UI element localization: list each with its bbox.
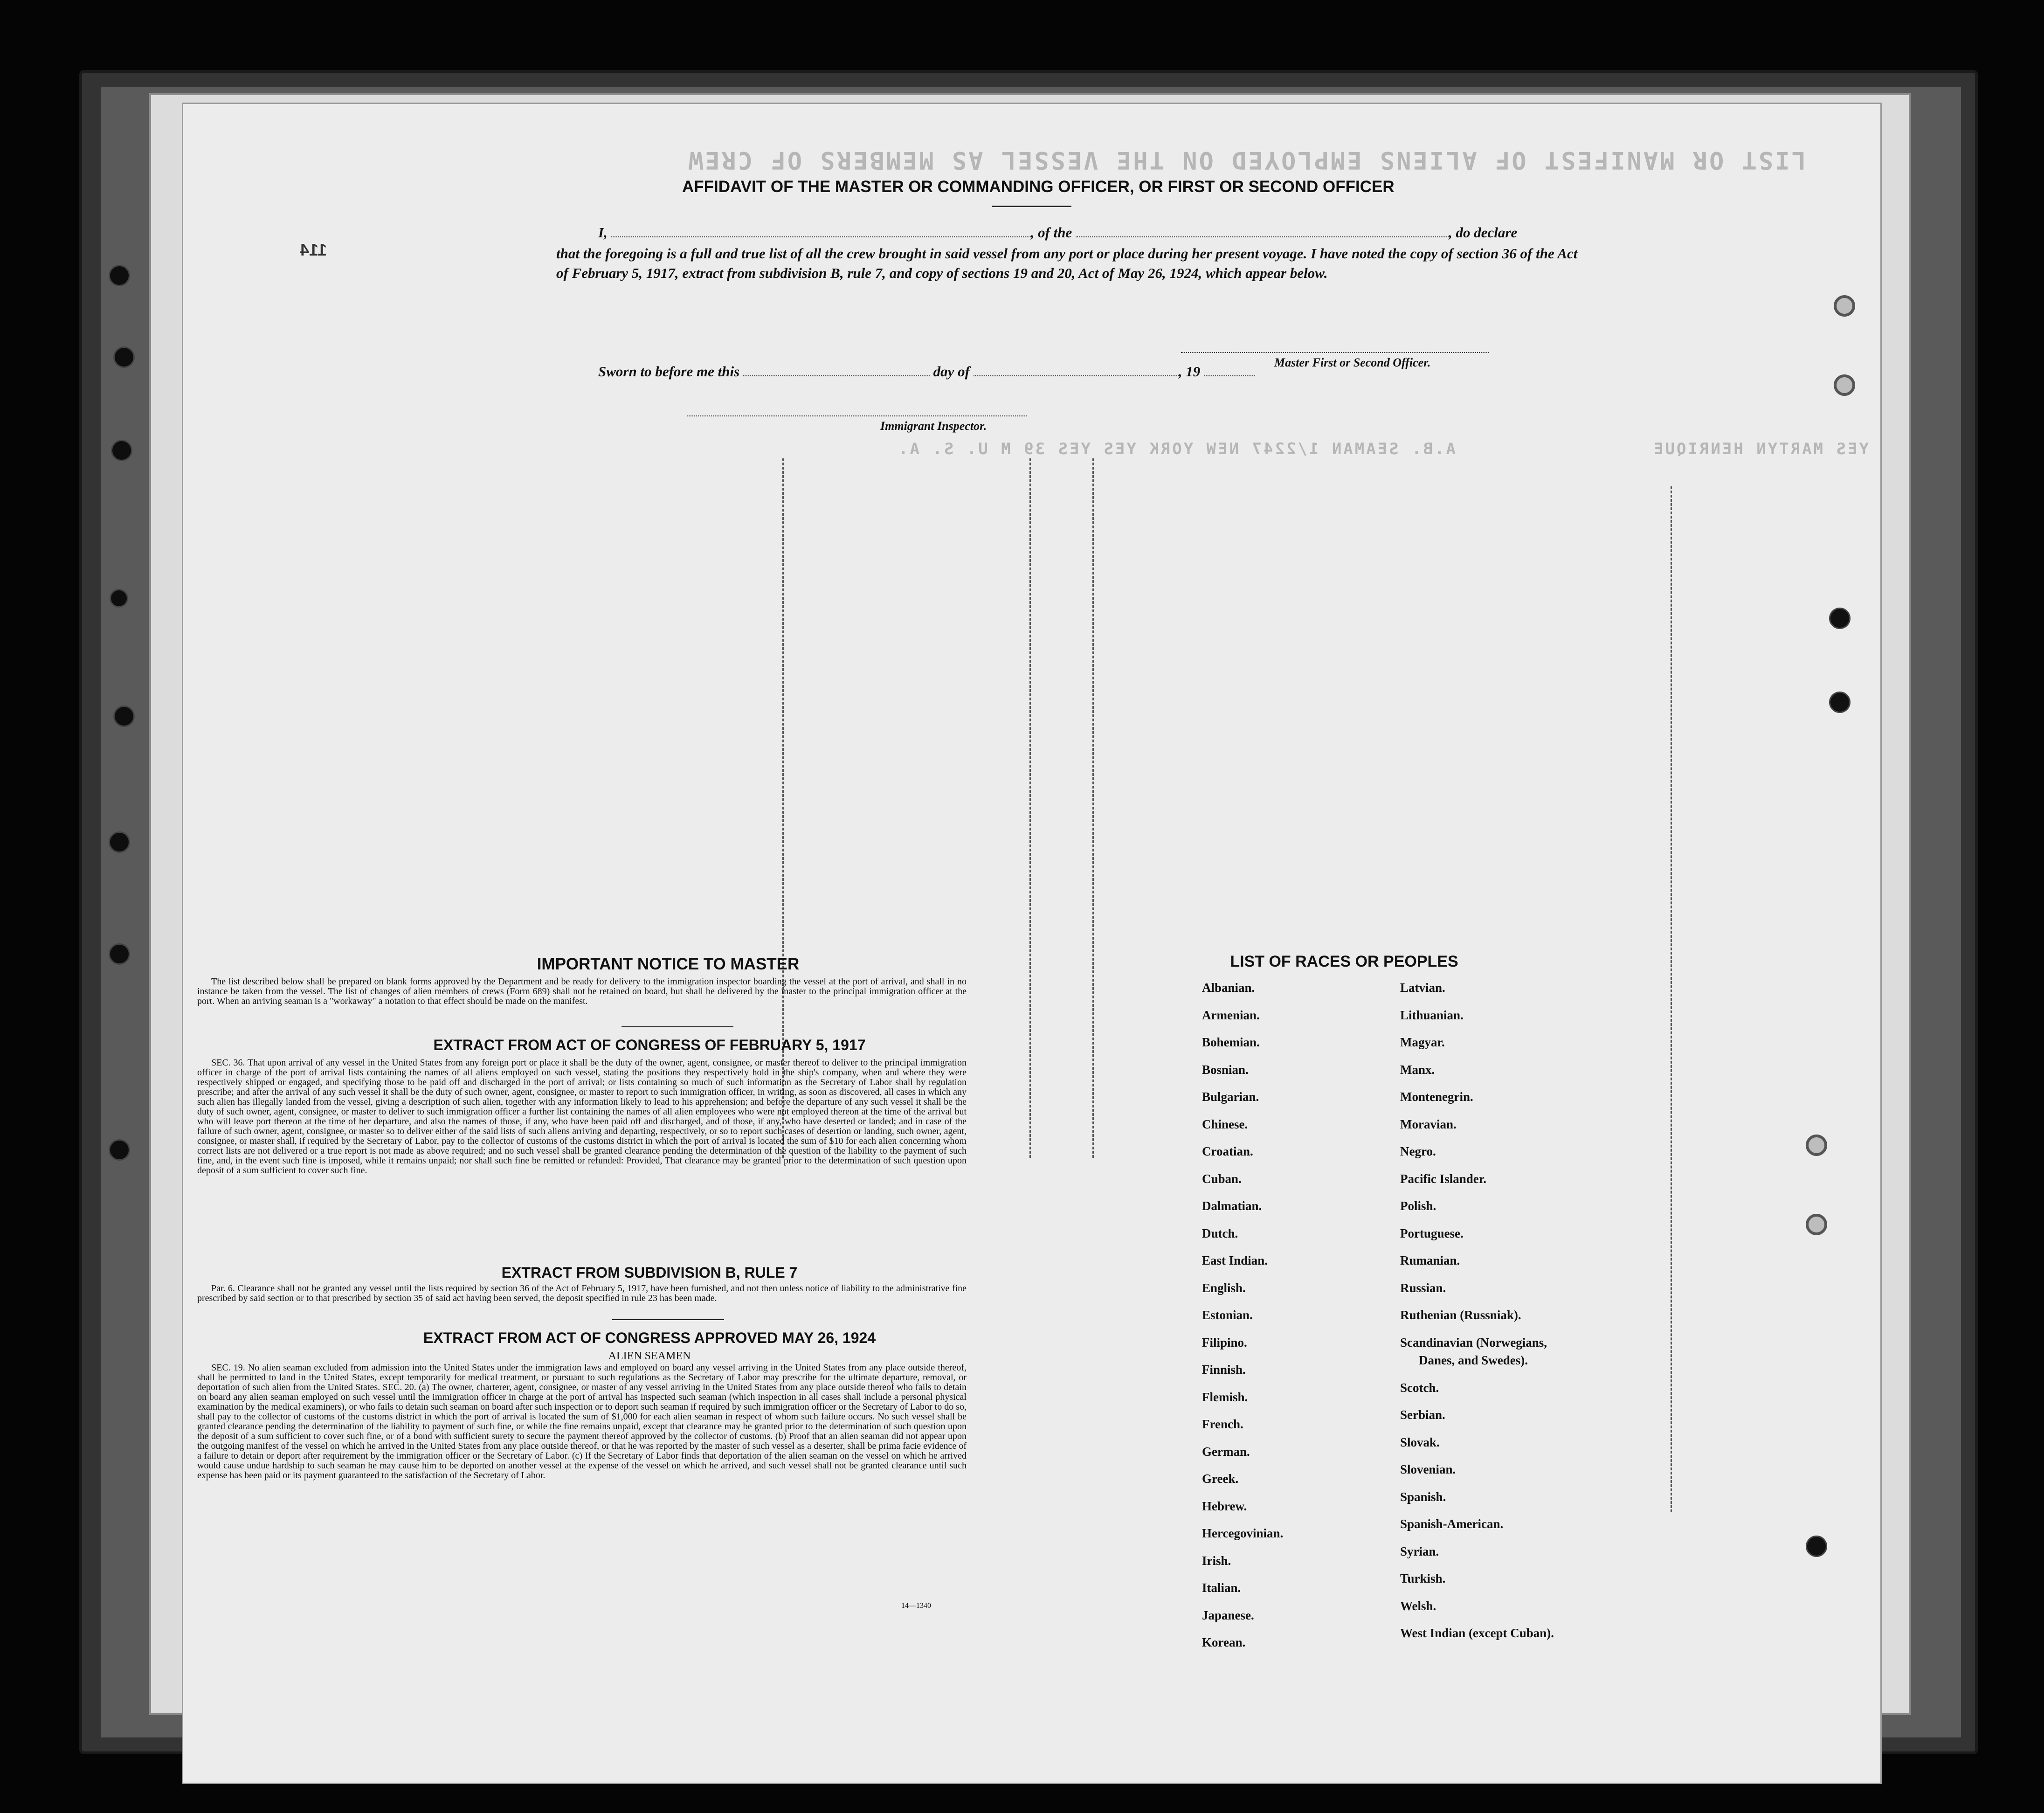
affidavit-title: AFFIDAVIT OF THE MASTER OR COMMANDING OFFICER, OR FIRST OR SECOND OFFICER — [682, 178, 1395, 196]
punch-hole — [1806, 1536, 1827, 1557]
race-item: English. — [1202, 1280, 1246, 1295]
affidavit-line-1 — [598, 224, 1517, 241]
race-item: East Indian. — [1202, 1253, 1268, 1267]
race-item: Estonian. — [1202, 1308, 1253, 1322]
race-item: Irish. — [1202, 1553, 1231, 1568]
punch-hole — [113, 706, 135, 727]
punch-hole — [109, 943, 130, 965]
extract-1924-subtitle: ALIEN SEAMEN — [608, 1350, 691, 1362]
rule7-rule — [612, 1319, 724, 1320]
column-line — [1671, 486, 1672, 1512]
bleed-through-row: A.B. SEAMAN 1/2247 NEW YORK YES YES 39 M U. S. A. — [897, 440, 1456, 458]
race-item: Magyar. — [1400, 1035, 1445, 1049]
race-item: Croatian. — [1202, 1144, 1253, 1158]
race-item: Greek. — [1202, 1472, 1239, 1486]
binder-ring — [1806, 1135, 1827, 1156]
race-item: Negro. — [1400, 1144, 1436, 1158]
punch-hole — [109, 831, 130, 853]
sworn-day-field[interactable] — [743, 375, 930, 376]
affidavit-i: I, — [598, 224, 608, 241]
race-item: Spanish. — [1400, 1489, 1446, 1504]
extract-1917-body: SEC. 36. That upon arrival of any vessel in the United States from any foreign port or place it shall be the duty of the owner, agent, consignee, or master thereof to deliver to the principal immigration officer in charge of the port of arrival lists containing the names of all aliens employed on such vessel, stating the positions they respectively hold in the ship's company, when and where they were respectively shipped or engaged, and specifying those to be paid off and discharged in the port of arrival; or lists containing so much of such information as the Secretary of Labor shall by regulation prescribe; and after the arrival of any such vessel it shall be the duty of such owner, agent, consignee, or master to report to such immigration officer, in writing, as soon as discovered, all cases in which any such alien has illegally landed from the vessel, giving a description of such alien, together with any information likely to lead to his apprehension; and before the departure of any such vessel it shall be the duty of such owner, agent, consignee, or master to deliver to such immigration officer a further list containing the names of all alien employees who were not employed thereon at the time of the arrival but who will leave port thereon at the time of her departure, and also the names of those, if any, who have been paid off and discharged, and of those, if any, who have deserted or landed; and in case of the failure of such owner, agent, consignee, or master so to deliver either of the said lists of such aliens arriving and departing, respectively, or so to report such cases of desertion or landing, such owner, agent, consignee, or master shall, if required by the Secretary of Labor, pay to the collector of customs of the customs district in which the port of arrival is located the sum of $10 for each alien concerning whom correct lists are not delivered or a true report is not made as above required; and no such vessel shall be granted clearance pending the determination of the question of the liability to the payment of such fine, and, in the event such fine is imposed, while it remains unpaid; nor shall such fine be remitted or refunded: Provided, That clearance may be granted prior to the determination of such question upon deposit of a sum sufficient to cover such fine. — [197, 1058, 967, 1176]
punch-hole — [1829, 692, 1851, 713]
form-number: 14—1340 — [901, 1602, 931, 1610]
race-item: Armenian. — [1202, 1008, 1260, 1022]
punch-hole — [1829, 608, 1851, 629]
race-item: Manx. — [1400, 1062, 1435, 1077]
punch-hole — [110, 589, 128, 608]
race-item: Dutch. — [1202, 1226, 1238, 1240]
race-item: West Indian (except Cuban). — [1400, 1626, 1554, 1640]
punch-hole — [111, 440, 132, 461]
punch-hole — [113, 346, 135, 368]
race-item: Flemish. — [1202, 1390, 1248, 1404]
race-item: Albanian. — [1202, 981, 1255, 995]
notice-title: IMPORTANT NOTICE TO MASTER — [537, 955, 800, 973]
race-item: Syrian. — [1400, 1544, 1439, 1558]
race-item: Bosnian. — [1202, 1062, 1249, 1077]
punch-hole — [109, 265, 130, 286]
race-item: Chinese. — [1202, 1117, 1248, 1131]
sworn-month-field[interactable] — [974, 375, 1179, 376]
race-item: Finnish. — [1202, 1363, 1246, 1377]
rule7-title: EXTRACT FROM SUBDIVISION B, RULE 7 — [501, 1264, 798, 1281]
race-item: Hebrew. — [1202, 1499, 1247, 1513]
binder-ring — [1834, 374, 1855, 396]
inspector-caption: Immigrant Inspector. — [880, 419, 987, 433]
rule7-body: Par. 6. Clearance shall not be granted any vessel until the lists required by section 36 of the Act of February 5, 1917, have been furnished, and not then unless notice of liability to the administrative fine prescribed by said section or to that prescribed by section 35 of said act having been served, the deposit specified in rule 23 has been made. — [197, 1283, 967, 1303]
sworn-year: , 19 — [1178, 363, 1201, 380]
race-item: Korean. — [1202, 1635, 1246, 1649]
race-item: Slovak. — [1400, 1435, 1440, 1449]
title-rule — [992, 206, 1071, 207]
race-item: Serbian. — [1400, 1408, 1445, 1422]
margin-mark: 114 — [300, 240, 327, 259]
affidavit-of-the: , of the — [1030, 224, 1072, 241]
column-line — [1029, 458, 1031, 1158]
extract-1924-body: SEC. 19. No alien seaman excluded from admission into the United States under the immigration laws and employed on board any vessel arriving in the United States from any place outside thereof, shall be permitted to land in the United States, except temporarily for medical treatment, or pursuant to such regulations as the Secretary of Labor may prescribe for the ultimate departure, removal, or deportation of such alien from the United States. SEC. 20. (a) The owner, charterer, agent, consignee, or master of any vessel arriving in the United States from any place outside thereof who fails to detain on board any alien seaman employed on such vessel until the immigration officer in charge at the port of arrival has inspected such seaman (which inspection in all cases shall include a personal physical examination by the medical examiners), or who fails to detain such seaman on board after such inspection or to deport such seaman if required by such immigration officer or the Secretary of Labor to do so, shall pay to the collector of customs of the customs district in which the port of arrival is located the sum of $1,000 for each alien seaman in respect of whom such failure occurs. No such vessel shall be granted clearance pending the determination of the liability to payment of such fine, or while the fine remains unpaid, except that clearance may be granted prior to the determination of such question upon the deposit of a sum sufficient to cover such fine, or of a bond with sufficient surety to secure the payment thereof approved by the collector of customs. (b) Proof that an alien seaman did not appear upon the outgoing manifest of the vessel on which he arrived in the United States from any place outside thereof, or that he was reported by the master of such vessel as a deserter, shall be prima facie evidence of a failure to detain or deport after requirement by the immigration officer or the Secretary of Labor. (c) If the Secretary of Labor finds that deportation of the alien seaman on the vessel on which he arrived would cause undue hardship to such seaman he may cause him to be deported on another vessel at the expense of the vessel on which he arrived, and such vessel shall not be granted clearance until such expense has been paid or its payment guaranteed to the satisfaction of the Secretary of Labor. — [197, 1363, 967, 1481]
affidavit-declare: , do declare — [1449, 224, 1518, 241]
signature-line[interactable] — [1181, 352, 1489, 353]
notice-body: The list described below shall be prepared on blank forms approved by the Department and be ready for delivery to the immigration inspector boarding the vessel at the port of arrival, and shall in no instance be taken from the vessel. The list of changes of alien members of crews (Form 689) shall not be retained on board, but shall be delivered by the master to the principal immigration officer at the port. When an arriving seaman is a "workaway" a notation to that effect should be made on the manifest. — [197, 976, 967, 1006]
race-item: Montenegrin. — [1400, 1090, 1473, 1104]
sworn-day-of: day of — [933, 363, 970, 380]
race-item: Bulgarian. — [1202, 1090, 1259, 1104]
binder-ring — [1806, 1214, 1827, 1235]
bleed-through-header: LIST OR MANIFEST OF ALIENS EMPLOYED ON THE VESSEL AS MEMBERS OF CREW — [687, 146, 1806, 174]
race-item: Italian. — [1202, 1581, 1241, 1595]
race-item: Spanish-American. — [1400, 1517, 1504, 1531]
officer-name-field[interactable] — [611, 236, 1031, 237]
sworn-line — [598, 363, 1255, 380]
race-item: Russian. — [1400, 1280, 1446, 1295]
race-item: Lithuanian. — [1400, 1008, 1464, 1022]
race-item: French. — [1202, 1417, 1243, 1431]
race-item: Latvian. — [1400, 981, 1445, 995]
race-item: Dalmatian. — [1202, 1199, 1262, 1213]
binder-ring — [1834, 295, 1855, 317]
race-item: Welsh. — [1400, 1598, 1436, 1613]
column-line — [1092, 458, 1094, 1158]
race-item: Pacific Islander. — [1400, 1171, 1486, 1186]
race-item: Japanese. — [1202, 1608, 1254, 1622]
sworn-year-field[interactable] — [1204, 375, 1255, 376]
race-item: Rumanian. — [1400, 1253, 1460, 1267]
race-item: Scandinavian (Norwegians, — [1400, 1335, 1547, 1349]
race-item: German. — [1202, 1444, 1250, 1459]
manifest-page — [182, 103, 1882, 1784]
punch-hole — [109, 1139, 130, 1161]
race-item: Ruthenian (Russniak). — [1400, 1308, 1521, 1322]
extract-1924-title: EXTRACT FROM ACT OF CONGRESS APPROVED MAY 26, 1924 — [423, 1329, 876, 1346]
inspector-signature-line[interactable] — [687, 415, 1027, 416]
race-item: Moravian. — [1400, 1117, 1457, 1131]
affidavit-body: that the foregoing is a full and true list of all the crew brought in said vessel from any port or place during her present voyage. I have noted the copy of section 36 of the Act of February 5, 1917, extract from subdivision B, rule 7, and copy of sections 19 and 20, Act of May 26, 1924, which appear below. — [556, 245, 1578, 281]
races-title: LIST OF RACES OR PEOPLES — [1230, 953, 1458, 970]
race-item: Turkish. — [1400, 1571, 1446, 1585]
vessel-name-field[interactable] — [1076, 236, 1449, 237]
bleed-through-name: YES MARTYN HENRIQUE — [1652, 440, 1869, 458]
race-item: Cuban. — [1202, 1171, 1242, 1186]
race-item: Danes, and Swedes). — [1419, 1353, 1528, 1367]
race-item: Portuguese. — [1400, 1226, 1464, 1240]
race-item: Filipino. — [1202, 1335, 1247, 1349]
extract-1917-title: EXTRACT FROM ACT OF CONGRESS OF FEBRUARY 5, 1917 — [433, 1037, 866, 1053]
race-item: Bohemian. — [1202, 1035, 1260, 1049]
notice-rule — [621, 1026, 733, 1027]
sworn-prefix: Sworn to before me this — [598, 363, 740, 380]
race-item: Scotch. — [1400, 1380, 1439, 1395]
race-item: Hercegovinian. — [1202, 1526, 1284, 1540]
race-item: Polish. — [1400, 1199, 1436, 1213]
race-item: Slovenian. — [1400, 1462, 1456, 1476]
signature-caption: Master First or Second Officer. — [1274, 356, 1431, 369]
